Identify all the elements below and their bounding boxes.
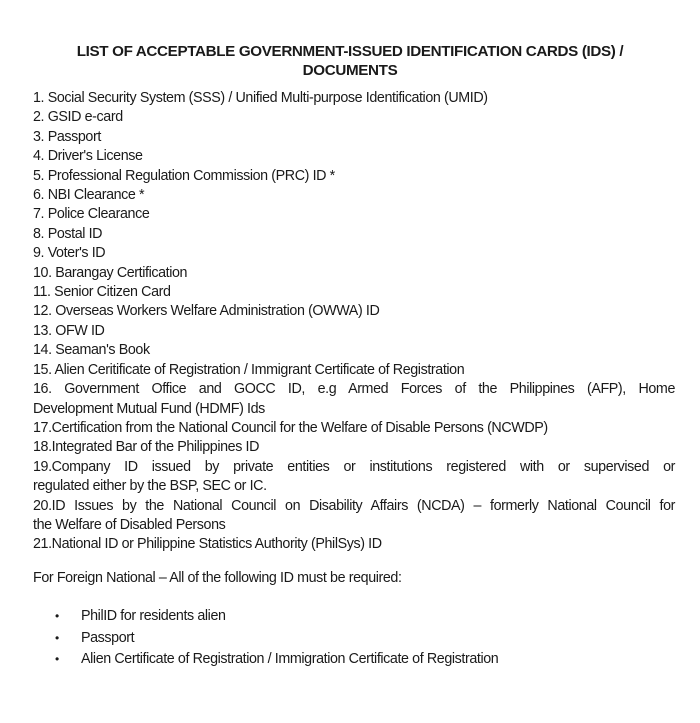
bullet-icon: • [55,609,59,623]
document-title-line-1: LIST OF ACCEPTABLE GOVERNMENT-ISSUED IDENTIFICATION CARDS (IDS) / [76,43,624,60]
id-list-item-6: 6. NBI Clearance * [33,187,145,204]
id-list-item-11: 11. Senior Citizen Card [33,284,171,301]
document-title [20,42,680,80]
id-list-item-16-line-2: Development Mutual Fund (HDMF) Ids [33,400,265,417]
foreign-national-item-label: PhilID for residents alien [81,608,226,624]
id-list-item-9: 9. Voter's ID [33,245,106,262]
id-list-item-18: 18.Integrated Bar of the Philippines ID [33,439,260,456]
foreign-national-item-label: Alien Certificate of Registration / Immigration Certificate of Registration [81,651,499,667]
id-list-item-21: 21.National ID or Philippine Statistics Authority (PhilSys) ID [33,536,382,553]
id-list-item-10: 10. Barangay Certification [33,264,188,281]
id-list-item-15: 15. Alien Ceritificate of Registration / Immigrant Certificate of Registration [33,361,465,378]
id-list-item-4: 4. Driver's License [33,148,143,165]
id-list-item-20 [33,497,675,536]
id-list-item-3: 3. Passport [33,128,101,145]
foreign-national-heading: For Foreign National – All of the following ID must be required: [33,570,402,586]
id-list-item-16 [33,380,675,419]
id-list-item-5: 5. Professional Regulation Commission (PRC) ID * [33,167,335,184]
id-list-item-19-line-2: regulated either by the BSP, SEC or IC. [33,478,267,495]
id-list-item-7: 7. Police Clearance [33,206,150,223]
id-list-item-17: 17.Certification from the National Council for the Welfare of Disable Persons (NCWDP) [33,419,548,436]
id-list [33,89,675,555]
foreign-national-item-2 [55,628,498,650]
id-list-item-20-line-2: the Welfare of Disabled Persons [33,516,226,533]
id-list-item-19 [33,458,675,497]
id-list-item-13: 13. OFW ID [33,322,105,339]
document-title-line-2: DOCUMENTS [302,62,398,79]
foreign-national-item-label: Passport [81,629,135,646]
id-list-item-19-line-1: 19.Company ID issued by private entities or institutions registered with or supervised or [33,458,675,475]
id-list-item-8: 8. Postal ID [33,225,103,242]
foreign-national-item-1 [55,606,498,628]
id-list-item-12: 12. Overseas Workers Welfare Administration (OWWA) ID [33,303,380,320]
id-list-item-2: 2. GSID e-card [33,109,123,126]
id-list-item-16-line-1: 16. Government Office and GOCC ID, e.g Armed Forces of the Philippines (AFP), Home [33,381,675,398]
foreign-national-list [55,606,498,671]
id-list-item-14: 14. Seaman's Book [33,342,150,359]
id-list-item-1: 1. Social Security System (SSS) / Unified Multi-purpose Identification (UMID) [33,90,488,106]
bullet-icon: • [55,630,59,645]
bullet-icon: • [55,652,59,666]
id-list-item-20-line-1: 20.ID Issues by the National Council on Disability Affairs (NCDA) – formerly National Council for [33,497,675,514]
foreign-national-item-3 [55,649,498,671]
